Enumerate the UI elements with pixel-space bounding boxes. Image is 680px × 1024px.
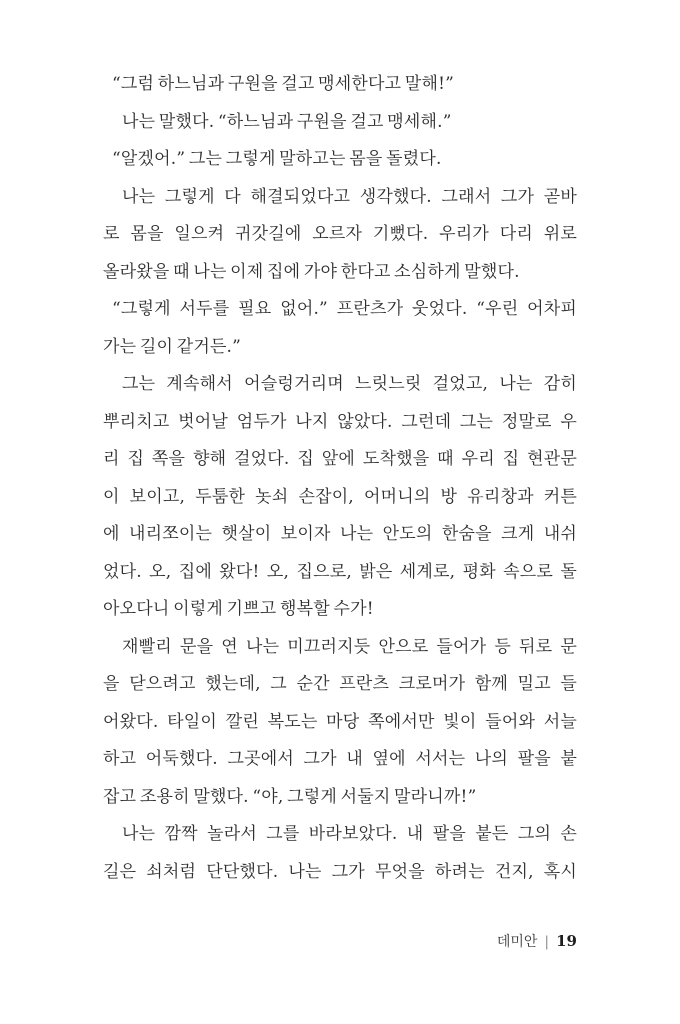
text-line: 나는 깜짝 놀라서 그를 바라보았다. 내 팔을 붙든 그의 손 (122, 824, 577, 844)
page-footer (497, 931, 577, 952)
text-line: “그렇게 서두를 필요 없어.” 프란츠가 웃었다. “우린 어차피 (112, 299, 577, 319)
footer-page-number: 19 (556, 932, 577, 950)
text-line: 잡고 조용히 말했다. “야, 그렇게 서둘지 말라니까!” (103, 786, 477, 807)
text-line: 올라왔을 때 나는 이제 집에 가야 한다고 소심하게 말했다. (103, 261, 520, 282)
text-line: “알겠어.” 그는 그렇게 말하고는 몸을 돌렸다. (112, 149, 442, 169)
text-line: 그는 계속해서 어슬렁거리며 느릿느릿 걸었고, 나는 감히 (122, 374, 577, 394)
text-line: 길은 쇠처럼 단단했다. 나는 그가 무엇을 하려는 건지, 혹시 (103, 861, 577, 882)
text-line: 었다. 오, 집에 왔다! 오, 집으로, 밝은 세계로, 평화 속으로 돌 (103, 561, 577, 582)
text-line: 어왔다. 타일이 깔린 복도는 마당 쪽에서만 빛이 들어와 서늘 (103, 711, 577, 732)
text-line: 나는 그렇게 다 해결되었다고 생각했다. 그래서 그가 곧바 (122, 186, 577, 207)
text-line: 나는 말했다. “하느님과 구원을 걸고 맹세해.” (122, 111, 452, 132)
text-line: 아오다니 이렇게 기쁘고 행복할 수가! (103, 599, 374, 619)
footer-separator: | (544, 934, 550, 950)
text-line: 뿌리치고 벗어날 엄두가 나지 않았다. 그런데 그는 정말로 우 (103, 411, 577, 432)
text-line: 가는 길이 같거든.” (103, 336, 242, 357)
text-line: 하고 어둑했다. 그곳에서 그가 내 옆에 서서는 나의 팔을 붙 (103, 749, 577, 769)
text-line: “그럼 하느님과 구원을 걸고 맹세한다고 말해!” (112, 74, 455, 94)
book-text (103, 66, 577, 891)
text-line: 이 보이고, 두툼한 놋쇠 손잡이, 어머니의 방 유리창과 커튼 (103, 486, 577, 507)
text-line: 로 몸을 일으켜 귀갓길에 오르자 기뻤다. 우리가 다리 위로 (103, 224, 577, 244)
text-line: 재빨리 문을 연 나는 미끄러지듯 안으로 들어가 등 뒤로 문 (122, 636, 577, 657)
text-line: 리 집 쪽을 향해 걸었다. 집 앞에 도착했을 때 우리 집 현관문 (103, 449, 577, 469)
footer-book-title: 데미안 (496, 934, 538, 950)
text-line: 에 내리쪼이는 햇살이 보이자 나는 안도의 한숨을 크게 내쉬 (103, 524, 577, 544)
text-line: 을 닫으려고 했는데, 그 순간 프란츠 크로머가 함께 밀고 들 (103, 674, 577, 694)
